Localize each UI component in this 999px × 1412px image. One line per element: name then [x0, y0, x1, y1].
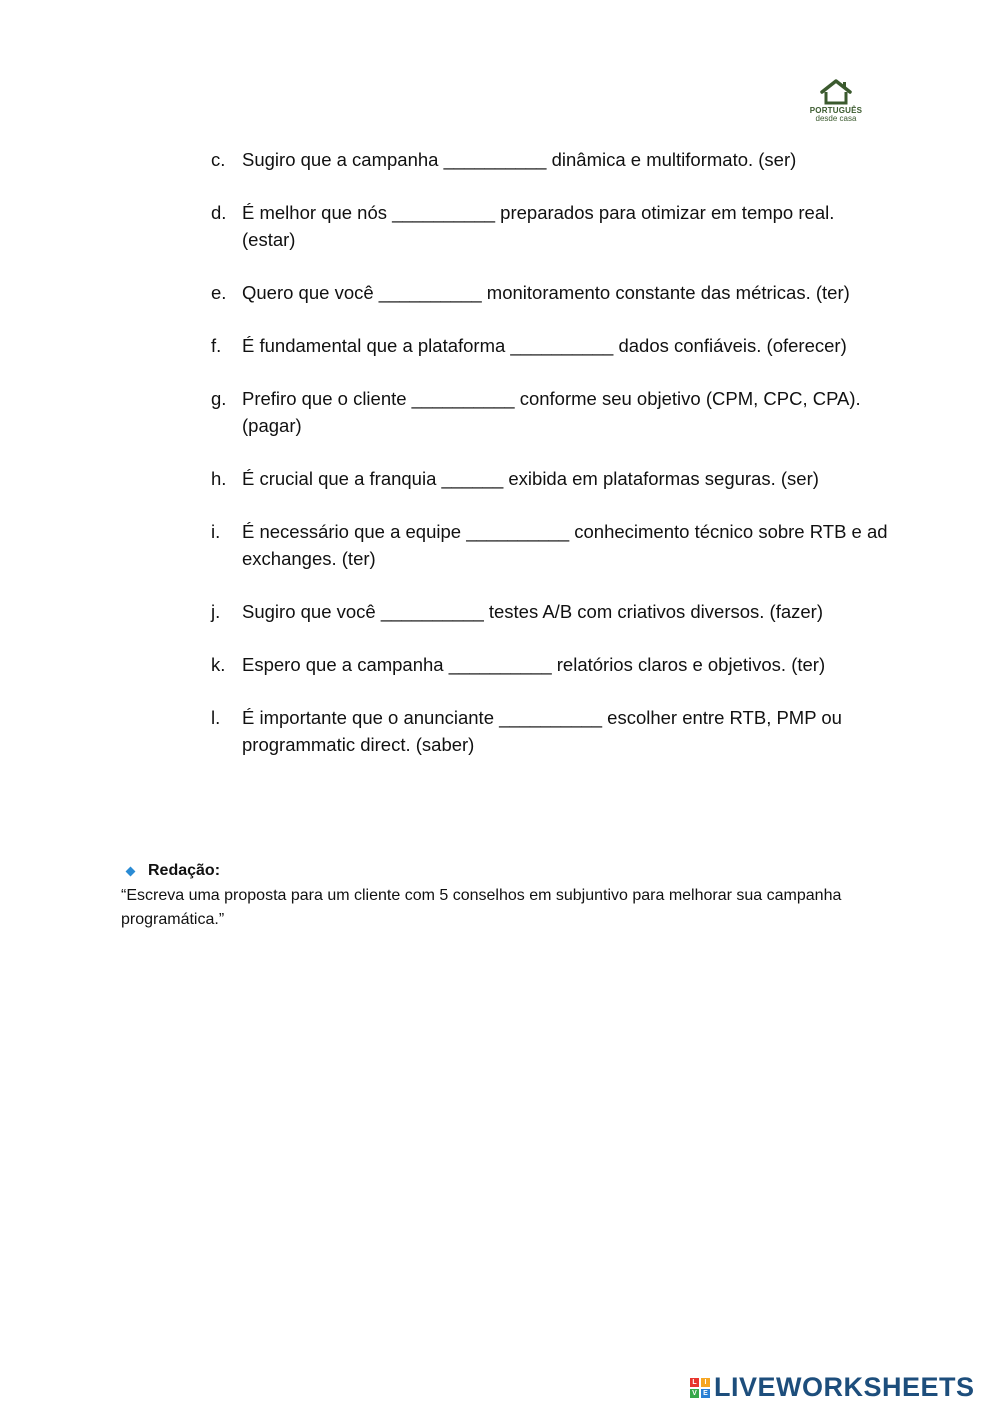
exercise-label: e.: [211, 282, 227, 303]
exercise-item: [211, 279, 891, 306]
diamond-bullet-icon: [126, 866, 136, 876]
exercise-text: Quero que você __________ monitoramento constante das métricas. (ter): [242, 282, 850, 303]
exercise-label: g.: [211, 388, 227, 409]
house-icon: [816, 78, 856, 106]
exercise-item: [211, 465, 891, 492]
exercise-label: d.: [211, 202, 227, 223]
exercise-text: É necessário que a equipe __________ conhecimento técnico sobre RTB e ad exchanges. (ter): [242, 521, 888, 569]
exercise-text: Sugiro que a campanha __________ dinâmica e multiformato. (ser): [242, 149, 797, 170]
exercise-item: [211, 518, 891, 572]
exercise-text: Prefiro que o cliente __________ conforme seu objetivo (CPM, CPC, CPA). (pagar): [242, 388, 861, 436]
exercise-label: l.: [211, 707, 221, 728]
logo-line-1: PORTUGUÊS: [809, 106, 863, 115]
exercise-text: É importante que o anunciante __________ escolher entre RTB, PMP ou programmatic direct. (saber): [242, 707, 842, 755]
exercise-item: [211, 385, 891, 439]
exercise-label: f.: [211, 335, 222, 356]
exercise-list: [211, 146, 891, 784]
exercise-label: k.: [211, 654, 226, 675]
logo-block: I: [701, 1378, 710, 1387]
logo-line-2: desde casa: [815, 114, 857, 123]
redacao-section: [121, 859, 901, 932]
logo-block: E: [701, 1389, 710, 1398]
exercise-text: É melhor que nós __________ preparados para otimizar em tempo real. (estar): [242, 202, 835, 250]
exercise-text: Espero que a campanha __________ relatórios claros e objetivos. (ter): [242, 654, 826, 675]
exercise-text: Sugiro que você __________ testes A/B com criativos diversos. (fazer): [242, 601, 823, 622]
exercise-text: É fundamental que a plataforma __________ dados confiáveis. (oferecer): [242, 335, 847, 356]
exercise-text: É crucial que a franquia ______ exibida em plataformas seguras. (ser): [242, 468, 819, 489]
logo-block: L: [690, 1378, 699, 1387]
exercise-label: h.: [211, 468, 227, 489]
exercise-item: [211, 199, 891, 253]
exercise-item: [211, 704, 891, 758]
exercise-item: [211, 651, 891, 678]
liveworksheets-footer: [690, 1372, 975, 1403]
redacao-heading-row: [127, 859, 901, 883]
redacao-prompt: “Escreva uma proposta para um cliente com 5 conselhos em subjuntivo para melhorar sua campanha programática.”: [121, 887, 842, 928]
exercise-item: [211, 146, 891, 173]
exercise-label: j.: [211, 601, 221, 622]
exercise-item: [211, 598, 891, 625]
portugues-desde-casa-logo: [806, 78, 866, 123]
liveworksheets-logo-icon: [690, 1378, 710, 1398]
exercise-label: c.: [211, 149, 226, 170]
logo-block: V: [690, 1389, 699, 1398]
exercise-item: [211, 332, 891, 359]
liveworksheets-brand: LIVEWORKSHEETS: [714, 1372, 975, 1402]
exercise-label: i.: [211, 521, 221, 542]
redacao-heading: Redação:: [148, 862, 221, 879]
